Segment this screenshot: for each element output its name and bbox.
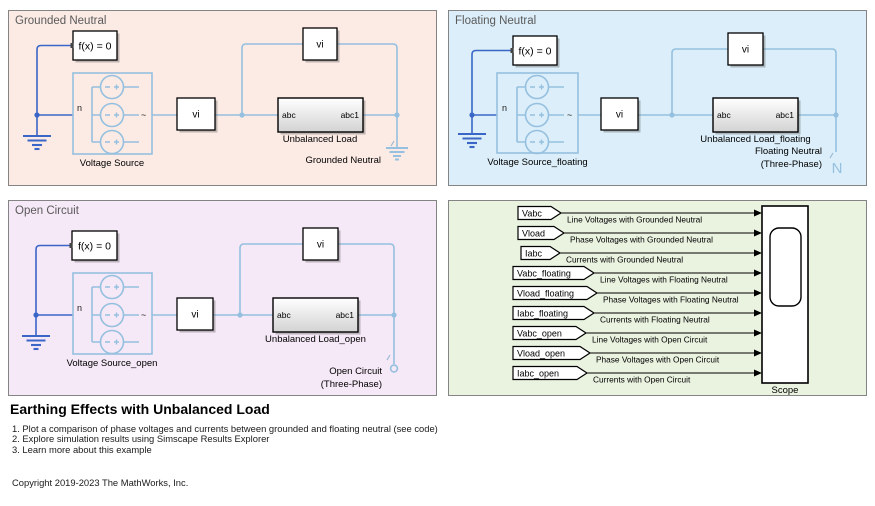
- from-tag-vload-open[interactable]: [513, 347, 590, 360]
- svg-text:Vabc_floating: Vabc_floating: [517, 268, 571, 279]
- vi-measure-block[interactable]: [303, 228, 341, 263]
- fx-label: f(x) = 0: [518, 45, 552, 58]
- svg-text:Vload: Vload: [522, 228, 546, 239]
- scope-label: Scope: [771, 385, 799, 396]
- vi-label: vi: [192, 109, 200, 121]
- voltage-source-label: Voltage Source_floating: [487, 157, 588, 168]
- port-abc1-label: abc1: [340, 110, 359, 120]
- panel-title: Grounded Neutral: [15, 15, 107, 27]
- vi-sensor-block[interactable]: [177, 298, 216, 333]
- svg-text:Iabc: Iabc: [525, 248, 543, 259]
- panel-floating-neutral: [448, 10, 867, 186]
- svg-text:Vload_open: Vload_open: [517, 348, 566, 359]
- svg-text:Iabc_open: Iabc_open: [517, 368, 560, 379]
- port-n-label: n: [502, 103, 508, 113]
- signal-label: Currents with Open Circuit: [593, 374, 691, 385]
- annotation-open-circuit-2: (Three-Phase): [320, 379, 382, 390]
- panel-title: Floating Neutral: [455, 15, 537, 27]
- vi-measure-block[interactable]: [728, 33, 766, 68]
- link-plot-comparison[interactable]: 1. Plot a comparison of phase voltages and currents between grounded and floating neutral (see code): [12, 423, 438, 434]
- port-abc-label: abc: [282, 110, 296, 120]
- port-n-label: n: [77, 303, 83, 313]
- unbalanced-load-block[interactable]: [278, 98, 366, 135]
- panel-title: Open Circuit: [15, 205, 79, 217]
- signal-label: Phase Voltages with Grounded Neutral: [570, 234, 713, 245]
- port-abc1-label: abc1: [335, 310, 354, 320]
- svg-text:Vload_floating: Vload_floating: [517, 288, 575, 299]
- vi-label: vi: [316, 239, 325, 251]
- signal-label: Line Voltages with Open Circuit: [592, 334, 708, 345]
- solver-config-block[interactable]: [70, 231, 120, 263]
- copyright-text: Copyright 2019-2023 The MathWorks, Inc.: [12, 477, 189, 488]
- annotation-grounded-neutral: Grounded Neutral: [305, 155, 381, 166]
- port-abc-label: abc: [277, 310, 291, 320]
- neutral-n-icon: N: [831, 160, 843, 177]
- voltage-source-label: Voltage Source_open: [66, 358, 158, 369]
- unbalanced-load-label: Unbalanced Load_open: [265, 334, 366, 345]
- voltage-source-label: Voltage Source: [79, 158, 145, 169]
- svg-text:Iabc_floating: Iabc_floating: [517, 308, 569, 319]
- signal-label: Currents with Floating Neutral: [600, 314, 710, 325]
- port-nub: [511, 48, 514, 53]
- svg-text:Vabc_open: Vabc_open: [517, 328, 562, 339]
- annotation-floating-neutral-2: (Three-Phase): [760, 159, 822, 170]
- signal-label: Currents with Grounded Neutral: [566, 254, 684, 265]
- ac-symbol: ~: [567, 110, 573, 120]
- vi-measure-block[interactable]: [303, 28, 340, 63]
- from-tag-iabc-open[interactable]: [513, 367, 587, 380]
- port-nub: [70, 243, 73, 248]
- scope-block[interactable]: [762, 206, 808, 383]
- solver-config-block[interactable]: [71, 31, 120, 63]
- unbalanced-load-block[interactable]: [273, 298, 361, 335]
- fx-label: f(x) = 0: [78, 240, 111, 253]
- ac-symbol: ~: [141, 310, 147, 320]
- signal-label: Line Voltages with Grounded Neutral: [567, 214, 703, 225]
- annotation-floating-neutral-1: Floating Neutral: [754, 146, 822, 157]
- port-abc-label: abc: [717, 110, 731, 120]
- link-learn-more[interactable]: 3. Learn more about this example: [12, 443, 152, 455]
- signal-label: Line Voltages with Floating Neutral: [600, 274, 728, 285]
- from-tag-vabc-floating[interactable]: [513, 267, 594, 280]
- from-tag-vabc-open[interactable]: [513, 327, 586, 340]
- port-abc1-label: abc1: [775, 110, 794, 120]
- svg-text:Vabc: Vabc: [522, 208, 542, 219]
- unbalanced-load-block[interactable]: [713, 98, 801, 135]
- vi-sensor-block[interactable]: [601, 98, 641, 133]
- vi-label: vi: [741, 44, 750, 56]
- signal-label: Phase Voltages with Open Circuit: [596, 354, 720, 365]
- model-title: Earthing Effects with Unbalanced Load: [10, 401, 270, 417]
- vi-sensor-block[interactable]: [177, 98, 218, 133]
- from-tag-vload-floating[interactable]: [513, 287, 597, 300]
- panel-open-circuit: [8, 200, 437, 396]
- fx-label: f(x) = 0: [78, 40, 112, 53]
- panel-grounded-neutral: [8, 10, 437, 186]
- vi-label: vi: [316, 39, 324, 51]
- annotation-open-circuit-1: Open Circuit: [329, 366, 382, 377]
- from-tag-vload[interactable]: [518, 227, 564, 240]
- from-tag-vabc[interactable]: [518, 207, 561, 220]
- unbalanced-load-label: Unbalanced Load: [282, 134, 358, 145]
- scope-screen-icon: [770, 228, 801, 306]
- description-list: [12, 424, 438, 455]
- from-tag-iabc-floating[interactable]: [513, 307, 594, 320]
- vi-label: vi: [191, 309, 199, 321]
- port-n-label: n: [77, 103, 83, 113]
- panel-scope: [448, 200, 867, 396]
- unbalanced-load-label: Unbalanced Load_floating: [700, 134, 811, 145]
- solver-config-block[interactable]: [511, 36, 560, 68]
- link-results-explorer[interactable]: 2. Explore simulation results using Simscape Results Explorer: [12, 433, 270, 445]
- ac-symbol: ~: [141, 110, 147, 120]
- port-nub: [71, 43, 74, 48]
- vi-label: vi: [615, 109, 624, 121]
- signal-label: Phase Voltages with Floating Neutral: [603, 294, 739, 305]
